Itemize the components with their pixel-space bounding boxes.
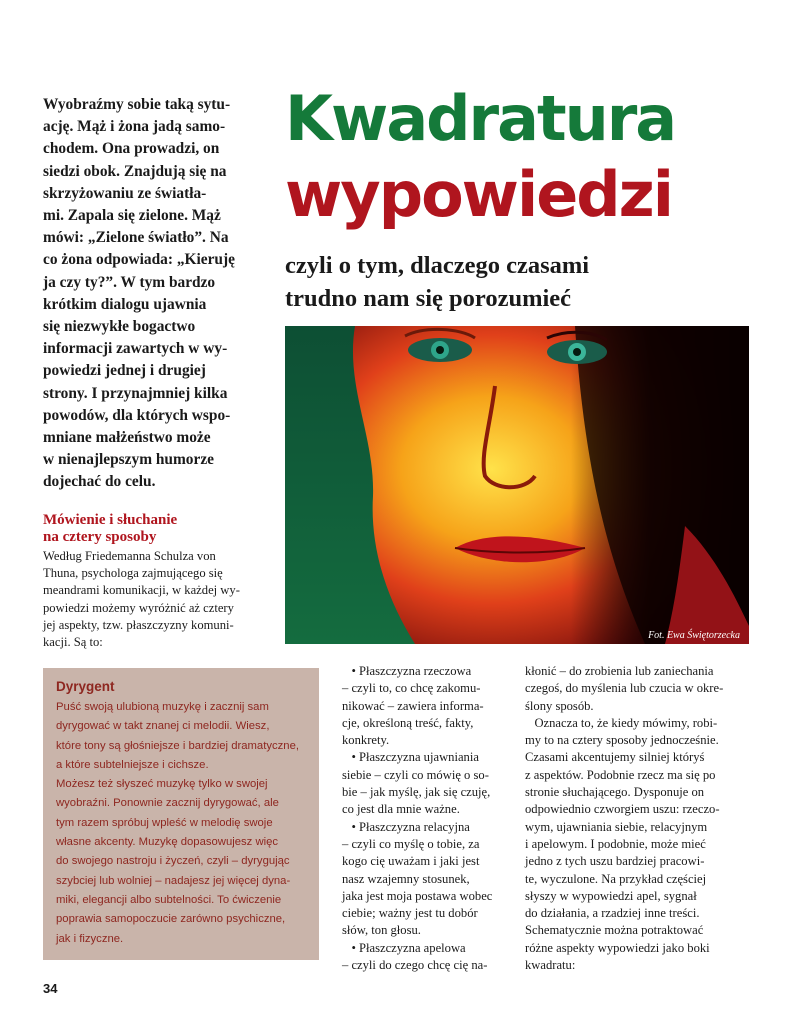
text-line: Według Friedemanna Schulza von bbox=[43, 549, 216, 563]
text-line: • Płaszczyzna rzeczowa bbox=[342, 664, 472, 678]
text-line: nasz wzajemny stosunek, bbox=[342, 871, 470, 886]
text-line: tym razem spróbuj wpleść w melodię swoje bbox=[56, 816, 273, 829]
text-line: a które subtelniejsze i cichsze. bbox=[56, 758, 209, 771]
exercise-box-title: Dyrygent bbox=[56, 679, 115, 694]
text-line: • Płaszczyzna relacyjna bbox=[342, 819, 470, 834]
text-line: dyrygować w takt znanej ci melodii. Wiesz, bbox=[56, 720, 270, 733]
text-line: odpowiednio czworgiem uszu: rzeczo- bbox=[525, 802, 720, 817]
lead-paragraph bbox=[43, 94, 261, 494]
text-line: Możesz też słyszeć muzykę tylko w swojej bbox=[56, 778, 268, 791]
text-line: mi. Zapala się zielone. Mąż bbox=[43, 207, 221, 225]
text-line: do działania, a rzadziej inne treści. bbox=[525, 906, 700, 921]
section-heading bbox=[43, 512, 273, 546]
text-line: Oznacza to, że kiedy mówimy, robi- bbox=[525, 715, 718, 730]
text-line: co jest dla mnie ważne. bbox=[342, 802, 460, 817]
text-line: – czyli to, co chcę zakomu- bbox=[342, 681, 481, 696]
text-line: kogo cię uważam i jaki jest bbox=[342, 854, 480, 869]
text-line: bie – jak myślę, jak się czuję, bbox=[342, 785, 491, 800]
text-line: się niezwykłe bogactwo bbox=[43, 318, 196, 336]
text-line: ja czy ty?”. W tym bardzo bbox=[43, 273, 216, 291]
text-line: Wyobraźmy sobie taką sytu- bbox=[43, 96, 231, 113]
text-line: ślony sposób. bbox=[525, 698, 594, 713]
text-line: mówi: „Zielone światło”. Na bbox=[43, 229, 229, 247]
text-line: słyszy w wypowiedzi apel, sygnał bbox=[525, 888, 697, 903]
article-title-line-2: wypowiedzi bbox=[285, 158, 672, 231]
portrait-photo bbox=[285, 326, 749, 644]
text-line: w nienajlepszym humorze bbox=[43, 451, 214, 469]
text-line: • Płaszczyzna apelowa bbox=[342, 940, 466, 955]
text-line: trudno nam się porozumieć bbox=[285, 285, 572, 312]
text-line: stronie słuchającego. Dysponuje on bbox=[525, 785, 705, 800]
body-column-middle bbox=[342, 663, 508, 974]
text-line: jak i fizyczne. bbox=[56, 932, 124, 945]
text-line: konkrety. bbox=[342, 733, 390, 748]
text-line: miki, elegancji albo subtelności. To ćwiczenie bbox=[56, 893, 282, 906]
text-line: i apelowym. I podobnie, może mieć bbox=[525, 836, 706, 851]
text-line: szybciej lub wolniej – nadajesz jej więcej dyna- bbox=[56, 874, 291, 887]
text-line: ciebie; ważny jest tu dobór bbox=[342, 906, 478, 921]
text-line: kacji. Są to: bbox=[43, 635, 103, 650]
text-line: Czasami akcentujemy silniej któryś bbox=[525, 750, 705, 765]
text-line: które tony są głośniejsze i bardziej dramatyczne, bbox=[56, 739, 299, 752]
section-paragraph bbox=[43, 548, 273, 651]
text-line: Thuna, psychologa zajmującego się bbox=[43, 566, 223, 581]
text-line: nikować – zawiera informa- bbox=[342, 698, 484, 713]
article-subtitle bbox=[285, 249, 755, 315]
text-line: siedzi obok. Znajdują się na bbox=[43, 162, 227, 180]
text-line: ację. Mąż i żona jadą samo- bbox=[43, 118, 226, 136]
text-line: czyli o tym, dlaczego czasami bbox=[285, 252, 590, 279]
text-line: informacji zawartych w wy- bbox=[43, 340, 228, 358]
text-line: chodem. Ona prowadzi, on bbox=[43, 140, 220, 158]
text-line: własne akcenty. Muzykę dopasowujesz więc bbox=[56, 836, 279, 849]
text-line: jaka jest moja postawa wobec bbox=[342, 888, 493, 903]
text-line: słów, ton głosu. bbox=[342, 923, 421, 938]
text-line: Schematycznie można potraktować bbox=[525, 923, 704, 938]
text-line: meandrami komunikacji, w każdej wy- bbox=[43, 583, 240, 598]
portrait-illustration bbox=[285, 326, 749, 644]
text-line: Mówienie i słuchanie bbox=[43, 512, 178, 528]
text-line: Puść swoją ulubioną muzykę i zacznij sam bbox=[56, 701, 269, 713]
text-line: strony. I przynajmniej kilka bbox=[43, 384, 228, 402]
text-line: powiedzi możemy wyróżnić aż cztery bbox=[43, 600, 234, 615]
photo-credit: Fot. Ewa Świętorzecka bbox=[648, 630, 740, 641]
exercise-box-text bbox=[56, 698, 314, 949]
text-line: co żona odpowiada: „Kieruję bbox=[43, 251, 235, 269]
text-line: jej aspekty, tzw. płaszczyzny komuni- bbox=[43, 617, 234, 632]
text-line: do swojego nastroju i życzeń, czyli – dyrygując bbox=[56, 855, 290, 868]
text-line: poprawia samopoczucie zarówno psychiczne, bbox=[56, 913, 286, 926]
text-line: – czyli co myślę o tobie, za bbox=[342, 836, 480, 851]
text-line: wym, ujawniania siebie, relacyjnym bbox=[525, 819, 708, 834]
text-line: jedno z tych uszu bardziej pracowi- bbox=[525, 854, 705, 869]
text-line: • Płaszczyzna ujawniania bbox=[342, 750, 479, 765]
text-line: powodów, dla których wspo- bbox=[43, 406, 231, 424]
text-line: czegoś, do myślenia lub czucia w okre- bbox=[525, 681, 724, 696]
text-line: kwadratu: bbox=[525, 958, 576, 973]
text-line: cje, określoną treść, fakty, bbox=[342, 715, 474, 730]
text-line: te, wyczulone. Na przykład częściej bbox=[525, 871, 707, 886]
text-line: my to na cztery sposoby jednocześnie. bbox=[525, 733, 719, 748]
body-column-right bbox=[525, 663, 755, 974]
page-number: 34 bbox=[43, 981, 58, 996]
text-line: – czyli do czego chcę cię na- bbox=[342, 958, 488, 973]
text-line: mniane małżeństwo może bbox=[43, 429, 211, 447]
text-line: na cztery sposoby bbox=[43, 529, 157, 545]
text-line: z aspektów. Podobnie rzecz ma się po bbox=[525, 767, 716, 782]
text-line: siebie – czyli co mówię o so- bbox=[342, 767, 489, 782]
text-line: różne aspekty wypowiedzi jako boki bbox=[525, 940, 710, 955]
exercise-box bbox=[43, 668, 319, 960]
text-line: skrzyżowaniu ze światła- bbox=[43, 184, 207, 202]
text-line: powiedzi jednej i drugiej bbox=[43, 362, 206, 380]
text-line: kłonić – do zrobienia lub zaniechania bbox=[525, 664, 714, 678]
article-title-line-1: Kwadratura bbox=[285, 82, 676, 155]
text-line: wyobraźni. Ponownie zacznij dyrygować, ale bbox=[56, 797, 279, 810]
text-line: dojechać do celu. bbox=[43, 473, 156, 491]
text-line: krótkim dialogu ujawnia bbox=[43, 295, 207, 313]
